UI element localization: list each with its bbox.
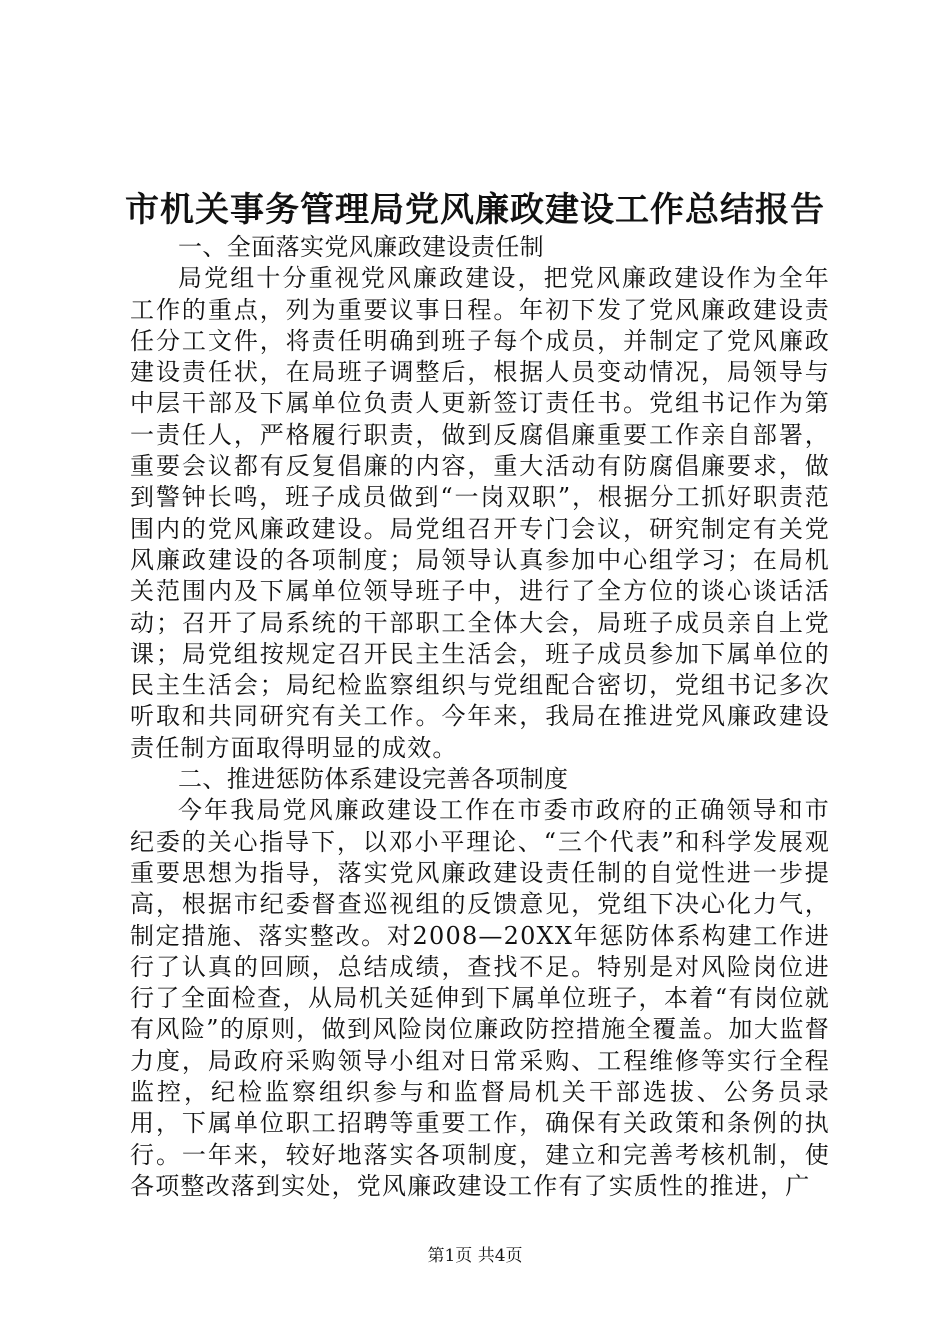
document-title: 市机关事务管理局党风廉政建设工作总结报告 (125, 190, 825, 230)
section-paragraph-1: 局党组十分重视党风廉政建设，把党风廉政建设作为全年工作的重点，列为重要议事日程。年初下发了党风廉政建设责任分工文件，将责任明确到班子每个成员，并制定了党风廉政建设责任状，在局班子调整后，根据人员变动情况，局领导与中层干部及下属单位负责人更新签订责任书。党组书记作为第一责任人，严格履行职责，做到反腐倡廉重要工作亲自部署，重要会议都有反复倡廉的内容，重大活动有防腐倡廉要求，做到警钟长鸣，班子成员做到“一岗双职”，根据分工抓好职责范围内的党风廉政建设。局党组召开专门会议，研究制定有关党风廉政建设的各项制度；局领导认真参加中心组学习；在局机关范围内及下属单位领导班子中，进行了全方位的谈心谈话活动；召开了局系统的干部职工全体大会，局班子成员亲自上党课；局党组按规定召开民主生活会，班子成员参加下属单位的民主生活会；局纪检监察组织与党组配合密切，党组书记多次听取和共同研究有关工作。今年来，我局在推进党风廉政建设责任制方面取得明显的成效。 (130, 264, 830, 762)
section-heading-2: 二、推进惩防体系建设完善各项制度 (178, 765, 569, 794)
section-paragraph-2: 今年我局党风廉政建设工作在市委市政府的正确领导和市纪委的关心指导下，以邓小平理论、“三个代表”和科学发展观重要思想为指导，落实党风廉政建设责任制的自觉性进一步提高，根据市纪委督查巡视组的反馈意见，党组下决心化力气，制定措施、落实整改。对2008—20XX年惩防体系构建工作进行了认真的回顾，总结成绩，查找不足。特别是对风险岗位进行了全面检查，从局机关延伸到下属单位班子，本着“有岗位就有风险”的原则，做到风险岗位廉政防控措施全覆盖。加大监督力度，局政府采购领导小组对日常采购、工程维修等实行全程监控，纪检监察组织参与和监督局机关干部选拔、公务员录用，下属单位职工招聘等重要工作，确保有关政策和条例的执行。一年来，较好地落实各项制度，建立和完善考核机制，使各项整改落到实处，党风廉政建设工作有了实质性的推进，广 (130, 796, 830, 1200)
section-heading-1: 一、全面落实党风廉政建设责任制 (178, 233, 544, 261)
page-number-footer: 第1页 共4页 (427, 1246, 523, 1266)
document-body (130, 232, 830, 1202)
